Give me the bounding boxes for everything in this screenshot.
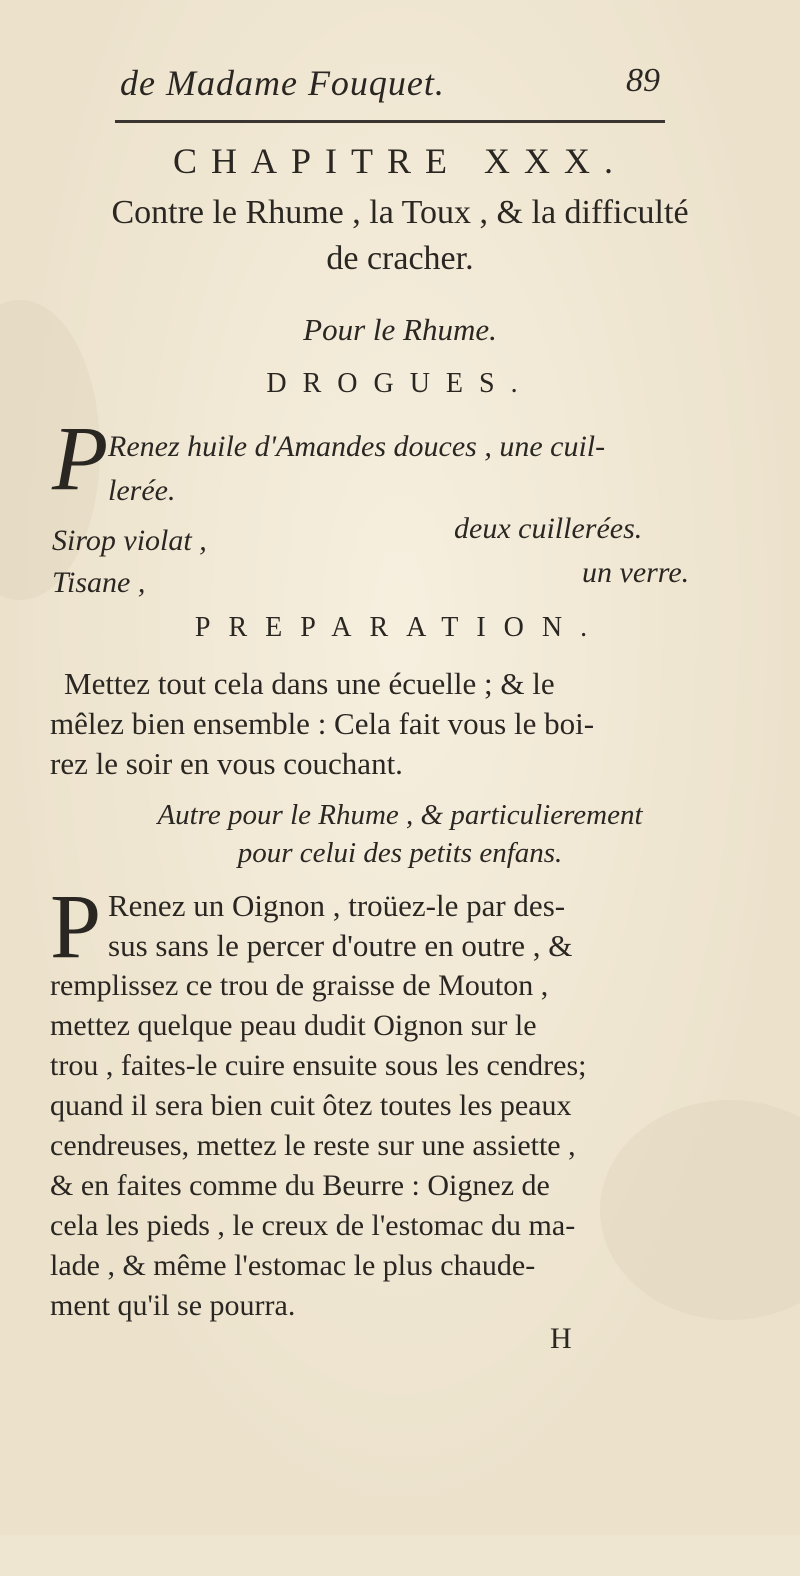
running-head — [120, 62, 660, 112]
subtitle-line: Contre le Rhume , la Toux , & la difficulté — [111, 194, 689, 231]
drop-cap: P — [50, 875, 102, 977]
section-title-autre — [0, 796, 800, 872]
ingredient-name: Sirop violat , — [52, 524, 207, 557]
recipe-paragraph-continued — [50, 966, 770, 1326]
text-line: quand il sera bien cuit ôtez toutes les peaux — [50, 1089, 572, 1122]
ingredient-line: lerée. — [108, 474, 176, 507]
text-line: sus sans le percer d'outre en outre , & — [108, 928, 573, 963]
header-rule — [115, 120, 665, 123]
section-title-line: pour celui des petits enfans. — [237, 837, 563, 869]
section-title-rhume: Pour le Rhume. — [303, 312, 497, 347]
text-line: mêlez bien ensemble : Cela fait vous le boi- — [50, 706, 595, 741]
catchword: H — [550, 1322, 572, 1355]
ingredient-quantity: un verre. — [582, 556, 690, 589]
text-line: & en faites comme du Beurre : Oignez de — [50, 1169, 550, 1202]
ingredient-quantity: deux cuillerées. — [454, 512, 643, 545]
chapter-heading: CHAPITRE XXX. — [172, 141, 627, 181]
ingredients-list — [52, 407, 772, 600]
text-line: mettez quelque peau dudit Oignon sur le — [50, 1009, 537, 1042]
page-number: 89 — [626, 62, 660, 99]
text-line: cendreuses, mettez le reste sur une assiette , — [50, 1129, 576, 1162]
text-line: Renez un Oignon , troüez-le par des- — [108, 888, 566, 923]
preparation-paragraph — [50, 664, 770, 784]
text-line: trou , faites-le cuire ensuite sous les cendres; — [50, 1049, 587, 1082]
drogues-heading: DROGUES. — [266, 368, 534, 399]
subtitle-line: de cracher. — [326, 240, 474, 277]
text-line: rez le soir en vous couchant. — [50, 746, 403, 781]
text-line: lade , & même l'estomac le plus chaude- — [50, 1249, 536, 1282]
text-line: remplissez ce trou de graisse de Mouton , — [50, 969, 549, 1002]
text-line: ment qu'il se pourra. — [50, 1289, 296, 1322]
chapter-subtitle — [30, 190, 770, 282]
drop-cap: P — [52, 407, 109, 509]
ingredient-name: Tisane , — [52, 566, 146, 599]
ingredient-line: Renez huile d'Amandes douces , une cuil- — [108, 430, 606, 463]
preparation-heading: PREPARATION. — [194, 612, 606, 643]
text-line: cela les pieds , le creux de l'estomac du ma- — [50, 1209, 576, 1242]
section-title-line: Autre pour le Rhume , & particulierement — [157, 799, 643, 831]
running-title: de Madame Fouquet. — [120, 63, 445, 103]
text-line: Mettez tout cela dans une écuelle ; & le — [64, 666, 555, 701]
